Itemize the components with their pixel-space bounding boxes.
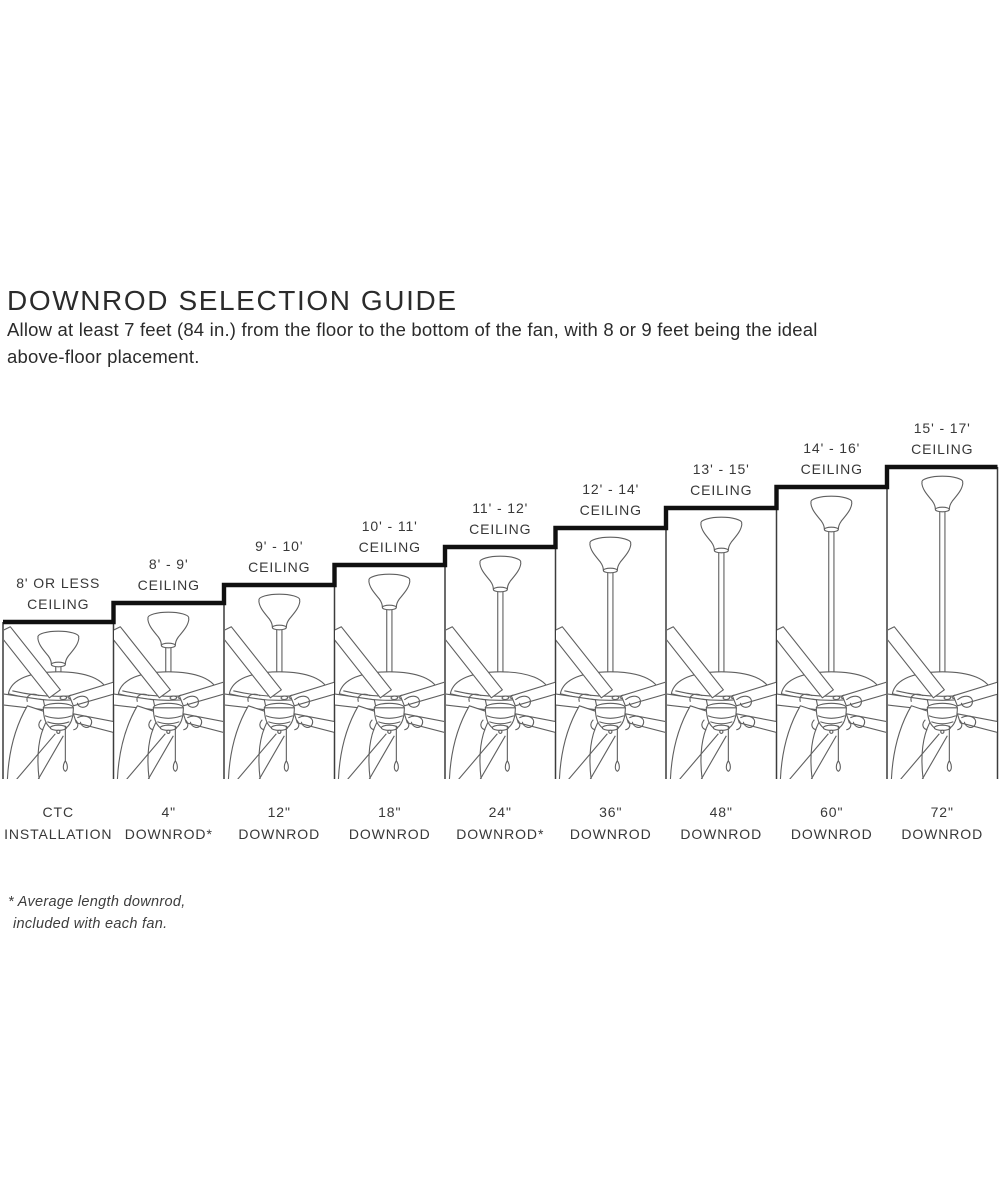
downrod-word: DOWNROD* xyxy=(456,826,545,842)
ceiling-range: 11' - 12' xyxy=(472,500,529,516)
fan-step-box xyxy=(225,587,334,779)
ceiling-word: CEILING xyxy=(137,577,200,593)
downrod-word: INSTALLATION xyxy=(4,826,113,842)
ceiling-height-label xyxy=(445,498,556,540)
footnote xyxy=(8,891,186,935)
ceiling-fan-illustration xyxy=(335,567,444,779)
ceiling-word: CEILING xyxy=(911,441,974,457)
intro-line-2: above-floor placement. xyxy=(7,346,200,367)
ceiling-range: 15' - 17' xyxy=(913,420,971,436)
fan-step-box xyxy=(777,489,886,779)
ceiling-range: 9' - 10' xyxy=(255,538,304,554)
fan-step-box xyxy=(335,567,444,779)
ceiling-word: CEILING xyxy=(358,539,421,555)
ceiling-fan-illustration xyxy=(888,469,997,779)
downrod-size: 60" xyxy=(820,804,844,820)
ceiling-word: CEILING xyxy=(690,482,753,498)
downrod-size: 18" xyxy=(378,804,402,820)
downrod-word: DOWNROD xyxy=(348,826,431,842)
downrod-word: DOWNROD* xyxy=(124,826,213,842)
ceiling-word: CEILING xyxy=(27,596,90,612)
ceiling-height-label xyxy=(114,554,225,596)
ceiling-fan-illustration xyxy=(4,624,113,779)
ceiling-range: 13' - 15' xyxy=(692,461,750,477)
ceiling-height-label xyxy=(335,516,446,558)
ceiling-range: 8' - 9' xyxy=(148,556,189,572)
ceiling-fan-illustration xyxy=(556,530,665,779)
ceiling-fan-illustration xyxy=(667,510,776,779)
ceiling-word: CEILING xyxy=(800,461,863,477)
downrod-length-label xyxy=(877,801,1000,845)
footnote-line-2: included with each fan. xyxy=(13,916,168,932)
ceiling-height-label xyxy=(556,479,667,521)
fan-step-box xyxy=(4,624,113,779)
ceiling-height-label xyxy=(3,573,114,615)
downrod-size: 12" xyxy=(267,804,291,820)
ceiling-height-label xyxy=(887,418,998,460)
fan-step-box xyxy=(446,549,555,779)
footnote-line-1: * Average length downrod, xyxy=(8,894,186,910)
downrod-word: DOWNROD xyxy=(790,826,873,842)
ceiling-height-label xyxy=(224,536,335,578)
downrod-size: 72" xyxy=(930,804,954,820)
ceiling-word: CEILING xyxy=(469,521,532,537)
ceiling-range: 10' - 11' xyxy=(361,518,418,534)
ceiling-fan-illustration xyxy=(114,605,223,779)
downrod-word: DOWNROD xyxy=(680,826,763,842)
ceiling-fan-illustration xyxy=(777,489,886,779)
downrod-size: CTC xyxy=(42,804,74,820)
ceiling-word: CEILING xyxy=(248,559,311,575)
page-title: DOWNROD SELECTION GUIDE xyxy=(7,284,458,316)
fan-step-box xyxy=(667,510,776,779)
downrod-size: 48" xyxy=(709,804,733,820)
intro-line-1: Allow at least 7 feet (84 in.) from the floor to the bottom of the fan, with 8 or 9 feet being the ideal xyxy=(7,319,818,340)
fan-step-box xyxy=(114,605,223,779)
downrod-size: 24" xyxy=(488,804,512,820)
ceiling-height-label xyxy=(777,438,888,480)
ceiling-range: 12' - 14' xyxy=(582,481,640,497)
downrod-word: DOWNROD xyxy=(901,826,984,842)
ceiling-range: 8' OR LESS xyxy=(16,575,101,591)
fan-step-box xyxy=(556,530,665,779)
ceiling-word: CEILING xyxy=(579,502,642,518)
ceiling-height-label xyxy=(666,459,777,501)
fan-step-box xyxy=(888,469,997,779)
ceiling-fan-illustration xyxy=(225,587,334,779)
downrod-size: 36" xyxy=(599,804,623,820)
ceiling-range: 14' - 16' xyxy=(803,440,861,456)
downrod-word: DOWNROD xyxy=(569,826,652,842)
ceiling-fan-illustration xyxy=(446,549,555,779)
downrod-word: DOWNROD xyxy=(238,826,321,842)
downrod-size: 4" xyxy=(161,804,177,820)
